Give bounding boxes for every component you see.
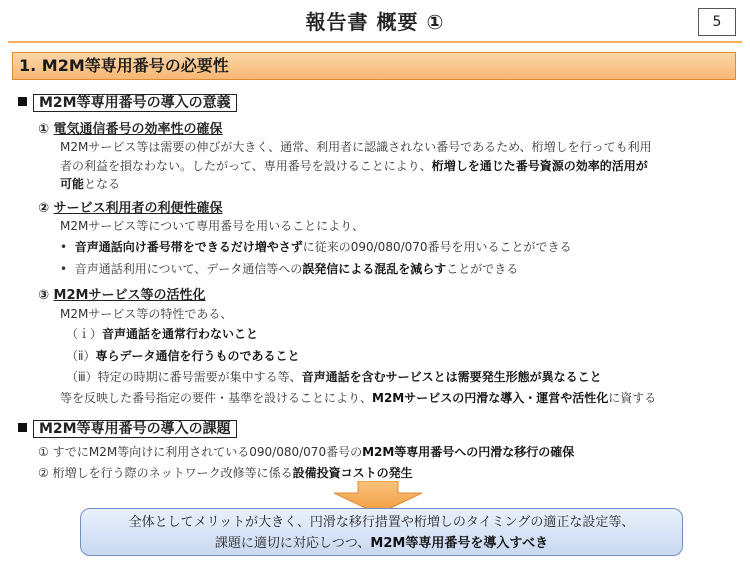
section-banner: 1. M2M等専用番号の必要性: [12, 52, 736, 80]
square-bullet-icon: [18, 423, 27, 432]
item3-line1: M2Mサービス等の特性である、: [60, 307, 233, 321]
header-divider: [8, 41, 742, 43]
item1-line2-text: 者の利益を損なわない。したがって、専用番号を設けることにより、: [60, 159, 432, 173]
item2-line1: M2Mサービス等について専用番号を用いることにより、: [60, 219, 365, 233]
item1-heading: [38, 118, 223, 137]
item2-bullet2-emphasis: 誤発信による混乱を減らす: [302, 262, 447, 276]
significance-heading-row: [18, 92, 237, 112]
item3-sub-i-label: （ｉ）: [66, 327, 103, 341]
issues-heading: M2M等専用番号の導入の課題: [33, 420, 237, 438]
item2-heading: [38, 197, 223, 216]
item3-sub-ii: [66, 347, 300, 364]
square-bullet-icon: [18, 97, 27, 106]
item3-number: ③: [38, 288, 50, 303]
issue-item1-emphasis: M2M等専用番号への円滑な移行の確保: [362, 445, 575, 459]
issue-item1: [38, 443, 574, 460]
conclusion-box: [80, 508, 683, 556]
item1-line3-emphasis: 可能: [60, 177, 85, 191]
issue-item2-text: ② 桁増しを行う際のネットワーク改修等に係る: [38, 466, 293, 480]
item3-sub-iii: [66, 368, 602, 385]
issue-item2: [38, 464, 413, 481]
item3-last-emphasis: M2Mサービスの円滑な導入・運営や活性化: [372, 391, 609, 405]
significance-heading: M2M等専用番号の導入の意義: [33, 94, 237, 112]
bullet-dot-icon: •: [60, 240, 75, 254]
item1-line1: M2Mサービス等は需要の伸びが大きく、通常、利用者に認識されない番号であるため、桁増しを行っても利用: [60, 140, 652, 154]
item3-sub-iii-text: （ⅲ）特定の時期に番号需要が集中する等、: [66, 370, 302, 384]
item2-bullet1: [60, 238, 572, 255]
bullet-dot-icon: •: [60, 262, 75, 276]
item2-bullet2-tail: ことができる: [446, 262, 519, 276]
page-number: 5: [698, 8, 736, 36]
item3-sub-ii-text: 専らデータ通信を行うものであること: [95, 349, 300, 363]
item2-bullet2: [60, 260, 518, 277]
item3-heading: [38, 284, 205, 303]
item3-sub-iii-emphasis: 音声通話を含むサービスとは需要発生形態が異なること: [301, 370, 602, 384]
item3-last-tail: に資する: [608, 391, 657, 405]
conclusion-line2: [81, 533, 682, 554]
item3-last-line: [60, 389, 656, 406]
issue-item1-text: ① すでにM2M等向けに利用されている090/080/070番号の: [38, 445, 363, 459]
item2-number: ②: [38, 201, 50, 216]
item1-number: ①: [38, 122, 50, 137]
conclusion-line2-text: 課題に適切に対応しつつ、: [214, 536, 371, 551]
item3-sub-ii-label: （ⅱ）: [66, 349, 96, 363]
item2-bullet1-emphasis: 音声通話向け番号帯をできるだけ増やさず: [74, 240, 303, 254]
item2-title: サービス利用者の利便性確保: [53, 201, 223, 216]
conclusion-line1: 全体としてメリットが大きく、円滑な移行措置や桁増しのタイミングの適正な設定等、: [128, 515, 635, 530]
issue-item2-emphasis: 設備投資コストの発生: [292, 466, 413, 480]
item1-line3: [60, 175, 120, 192]
item3-sub-i: [66, 325, 258, 342]
item1-line2-emphasis: 桁増しを通じた番号資源の効率的活用が: [431, 159, 648, 173]
item3-title: M2Mサービス等の活性化: [53, 288, 206, 303]
issues-heading-row: [18, 418, 237, 438]
item2-bullet2-text: 音声通話利用について、データ通信等への: [74, 262, 303, 276]
item1-line3-text: となる: [84, 177, 121, 191]
item3-sub-i-text: 音声通話を通常行わないこと: [102, 327, 259, 341]
item1-line2: [60, 157, 648, 174]
item1-title: 電気通信番号の効率性の確保: [53, 122, 223, 137]
item2-bullet1-text: に従来の090/080/070番号を用いることができる: [302, 240, 572, 254]
page-title: 報告書 概要 ①: [305, 10, 445, 34]
item3-last-text: 等を反映した番号指定の要件・基準を設けることにより、: [60, 391, 373, 405]
conclusion-line2-emphasis: M2M等専用番号を導入すべき: [370, 536, 549, 551]
